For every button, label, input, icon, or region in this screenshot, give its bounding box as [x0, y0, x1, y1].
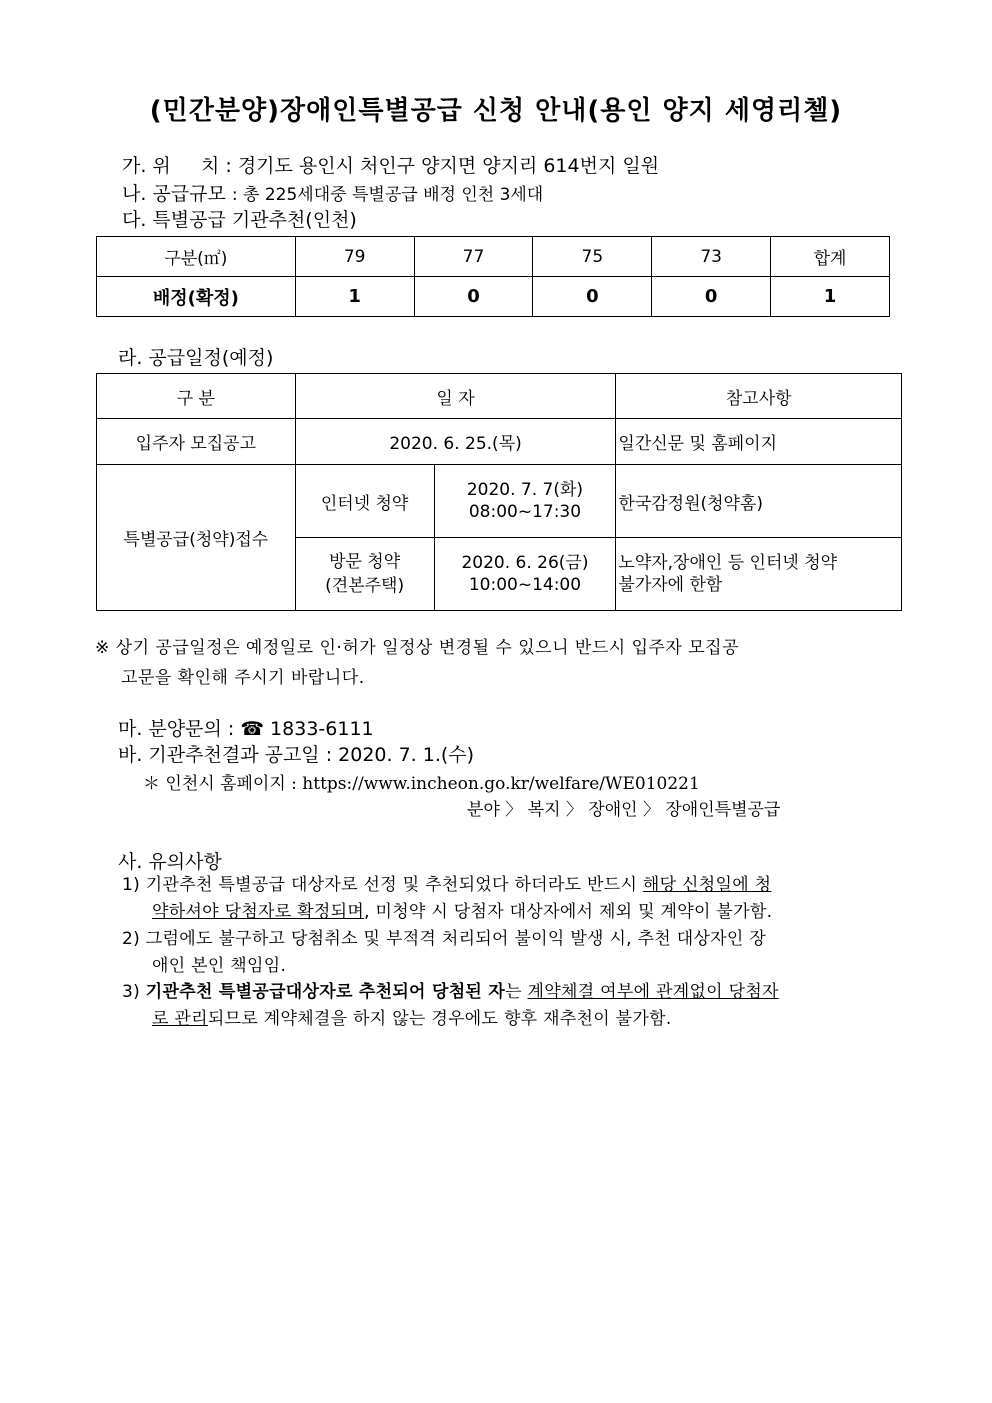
table-row — [97, 277, 890, 317]
table-header-row — [97, 237, 890, 277]
table-row — [97, 419, 902, 465]
section-announcement-date — [118, 740, 474, 767]
location-label: 가. 위 치 — [122, 155, 220, 177]
item-number: 1) — [122, 875, 141, 895]
section-supply-scale — [122, 179, 543, 206]
announcement-date: : 2020. 7. 1.(수) — [325, 744, 475, 766]
item-text: , 미청약 시 당첨자 대상자에서 제외 및 계약이 불가함. — [364, 902, 773, 922]
note-line: 노약자,장애인 등 인터넷 청약 — [618, 553, 838, 573]
table-cell: 0 — [414, 277, 533, 317]
allocation-table — [96, 236, 890, 317]
supply-scale-value: : 총 225세대중 특별공급 배정 인천 3세대 — [231, 185, 544, 205]
table-cell: 일 자 — [295, 374, 616, 419]
table-cell: 77 — [414, 237, 533, 277]
table-cell: 합계 — [771, 237, 890, 277]
table-cell: 73 — [652, 237, 771, 277]
method-text: 방문 청약 — [329, 552, 401, 572]
item-bold: 기관추천 특별공급대상자로 추천되어 당첨된 자 — [145, 982, 506, 1002]
item-text: 애인 본인 책임임. — [152, 956, 287, 976]
item-number: 2) — [122, 929, 141, 949]
table-cell: 0 — [533, 277, 652, 317]
inquiry-phone: : ☎ 1833-6111 — [227, 718, 374, 740]
announcement-label: 바. 기관추천결과 공고일 — [118, 744, 320, 766]
method-sub-text: (견본주택) — [325, 576, 405, 596]
inquiry-label: 마. 분양문의 — [118, 718, 222, 740]
homepage-link[interactable]: ＊ 인천시 홈페이지 : https://www.incheon.go.kr/welfare/WE010221 — [143, 774, 700, 794]
table-cell: 인터넷 청약 — [295, 465, 434, 538]
caution-item-3 — [122, 979, 902, 1033]
date-text: 2020. 6. 26(금) — [461, 553, 589, 573]
item-number: 3) — [122, 982, 141, 1002]
caution-item-1 — [122, 872, 902, 926]
table-row — [97, 465, 902, 538]
item-underlined: 해당 신청일에 청 — [642, 875, 772, 895]
item-text: 는 — [505, 982, 528, 1002]
item-underlined: 약하셔야 당첨자로 확정되며 — [152, 902, 365, 922]
section-cautions: 사. 유의사항 — [118, 851, 222, 873]
table-cell: 1 — [295, 277, 414, 317]
time-text: 10:00~14:00 — [468, 575, 582, 595]
table-header-row — [97, 374, 902, 419]
date-text: 2020. 7. 7(화) — [466, 480, 584, 500]
table-cell: 1 — [771, 277, 890, 317]
table-cell — [295, 538, 434, 611]
item-text: 그럼에도 불구하고 당첨취소 및 부적격 처리되어 불이익 발생 시, 추천 대상자인 장 — [145, 929, 767, 949]
location-value: : 경기도 용인시 처인구 양지면 양지리 614번지 일원 — [225, 155, 660, 177]
table-cell: 일간신문 및 홈페이지 — [616, 419, 902, 465]
table-cell: 배정(확정) — [97, 277, 296, 317]
table-cell: 한국감정원(청약홈) — [616, 465, 902, 538]
page-title: (민간분양)장애인특별공급 신청 안내(용인 양지 세영리첼) — [149, 96, 843, 126]
table-cell — [434, 465, 616, 538]
table-cell: 구 분 — [97, 374, 296, 419]
table-cell — [434, 538, 616, 611]
table-cell: 구분(㎡) — [97, 237, 296, 277]
notice-line: ※ 상기 공급일정은 예정일로 인·허가 일정상 변경될 수 있으니 반드시 입주자 모집공 — [95, 638, 740, 658]
section-inquiry — [118, 714, 374, 741]
schedule-notice — [95, 633, 905, 693]
section-agency-recommendation: 다. 특별공급 기관추천(인천) — [122, 209, 357, 231]
table-cell: 75 — [533, 237, 652, 277]
section-schedule: 라. 공급일정(예정) — [118, 347, 274, 369]
note-line: 불가자에 한함 — [618, 575, 723, 595]
table-cell — [616, 538, 902, 611]
item-underlined: 계약체결 여부에 관계없이 당첨자 — [527, 982, 779, 1002]
section-location — [122, 151, 659, 178]
caution-item-2 — [122, 926, 902, 980]
homepage-path: 분야 〉 복지 〉 장애인 〉 장애인특별공급 — [467, 800, 781, 820]
item-underlined: 로 관리 — [152, 1009, 208, 1029]
notice-line: 고문을 확인해 주시기 바랍니다. — [121, 668, 365, 688]
table-cell: 입주자 모집공고 — [97, 419, 296, 465]
table-cell: 참고사항 — [616, 374, 902, 419]
item-text: 기관추천 특별공급 대상자로 선정 및 추천되었다 하더라도 반드시 — [145, 875, 643, 895]
time-text: 08:00~17:30 — [468, 502, 582, 522]
table-cell: 79 — [295, 237, 414, 277]
table-cell: 2020. 6. 25.(목) — [295, 419, 616, 465]
table-cell: 특별공급(청약)접수 — [97, 465, 296, 611]
item-text: 되므로 계약체결을 하지 않는 경우에도 향후 재추천이 불가함. — [207, 1009, 672, 1029]
supply-scale-label: 나. 공급규모 — [122, 183, 226, 205]
schedule-table — [96, 373, 902, 611]
table-cell: 0 — [652, 277, 771, 317]
